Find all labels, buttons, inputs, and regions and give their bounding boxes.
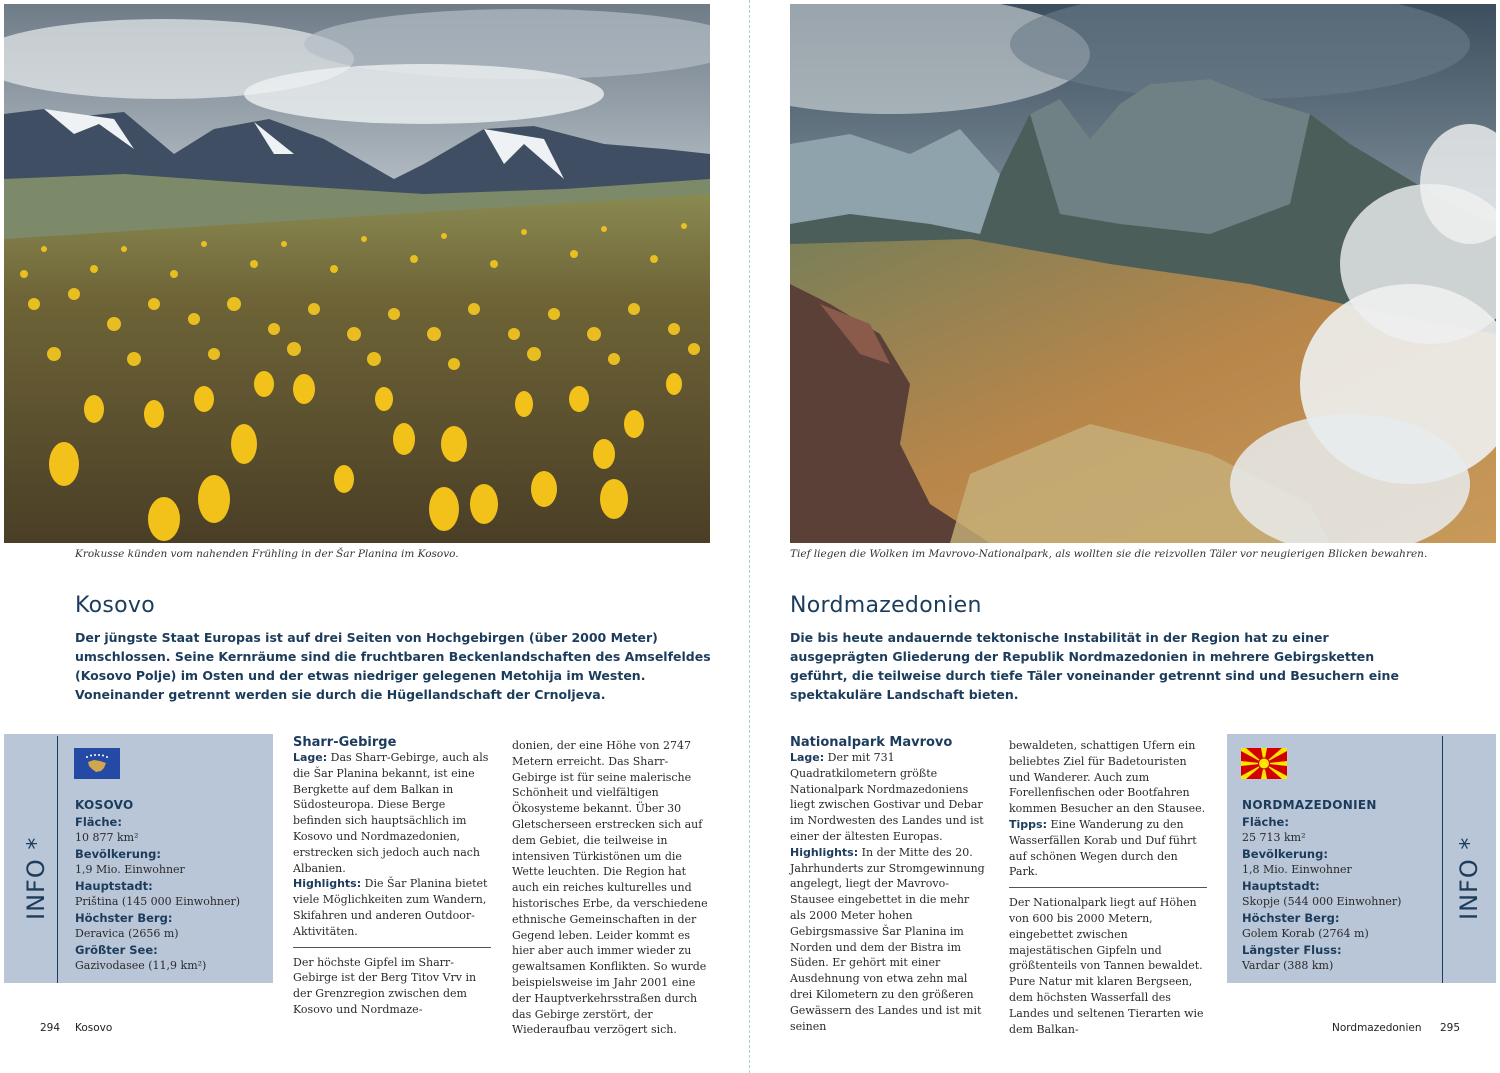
info-box-rule bbox=[57, 736, 58, 983]
mavrovo-photo bbox=[790, 4, 1496, 543]
fact-value: Vardar (388 km) bbox=[1242, 959, 1334, 972]
fact-value: 1,8 Mio. Einwohner bbox=[1242, 863, 1352, 876]
section-paragraph bbox=[293, 750, 491, 876]
mavrovo-mountain-image bbox=[790, 4, 1496, 543]
fact-key: Größter See: bbox=[75, 943, 158, 957]
info-country-name: NORDMAZEDONIEN bbox=[1242, 798, 1377, 812]
info-box-rule bbox=[1442, 736, 1443, 983]
field-label: Lage: bbox=[293, 751, 328, 764]
fact-value: Priština (145 000 Einwohner) bbox=[75, 895, 241, 908]
section-heading: Nationalpark Mavrovo bbox=[790, 735, 953, 750]
text-column-2 bbox=[1009, 738, 1207, 1037]
fact-value: 25 713 km² bbox=[1242, 831, 1306, 844]
info-facts-list bbox=[75, 814, 270, 974]
fact-key: Hauptstadt: bbox=[75, 879, 153, 893]
field-text: Das Sharr-Gebirge, auch als die Šar Planina bekannt, ist eine Bergkette auf dem Balkan in Südosteuropa. Diese Berge befinden sich hauptsächlich im Kosovo und Nordmazedonien, erstrecken sich jedoch auch nach Albanien. bbox=[293, 751, 489, 875]
crocus-meadow-photo bbox=[4, 4, 710, 543]
field-text: Der mit 731 Quadratkilometern größte Nationalpark Nordmazedoniens liegt zwischen Gostivar und Debar im Nordwesten des Landes und ist einer der ältesten Europas. bbox=[790, 751, 984, 843]
fact-value: 10 877 km² bbox=[75, 831, 139, 844]
fact-key: Fläche: bbox=[1242, 815, 1289, 829]
info-box-label: INFO * bbox=[1455, 836, 1483, 920]
fact-key: Bevölkerung: bbox=[1242, 847, 1328, 861]
section-divider bbox=[293, 947, 491, 948]
kosovo-flag bbox=[74, 748, 120, 779]
running-title: Kosovo bbox=[75, 1022, 113, 1034]
text-column-2 bbox=[512, 738, 710, 1038]
kosovo-flag-icon bbox=[74, 748, 120, 779]
spine-fold bbox=[749, 0, 750, 1073]
lead-paragraph: Der jüngste Staat Europas ist auf drei Seiten von Hochgebirgen (über 2000 Meter) umschlossen. Seine Kernräume sind die fruchtbaren Beckenlandschaften des Amselfeldes (Kosovo Polje) im Osten und der etwas niedriger gelegenen Metohija im Westen. Voneinander getrennt werden sie durch die Hügellandschaft der Crnoljeva. bbox=[75, 630, 711, 702]
field-label: Lage: bbox=[790, 751, 825, 764]
section-paragraph bbox=[790, 750, 988, 845]
body-paragraph: bewaldeten, schattigen Ufern ein beliebtes Ziel für Badetouristen und Wanderer. Auch zum Forellenfischen oder Bootfahren kommen Besucher an den Stausee. bbox=[1009, 739, 1206, 816]
photo-caption: Krokusse künden vom nahenden Frühling in der Šar Planina im Kosovo. bbox=[75, 548, 459, 560]
text-column-1 bbox=[790, 735, 988, 1034]
body-paragraph: Der Nationalpark liegt auf Höhen von 600 bis 2000 Metern, eingebettet zwischen majestätischen Gipfeln und größtenteils von Tannen bewaldet. Pure Natur mit klaren Bergseen, dem höchsten Wasserfall des Landes und seltenen Tierarten wie dem Balkan- bbox=[1009, 896, 1204, 1036]
field-text: Die Šar Planina bietet viele Möglichkeiten zum Wandern, Skifahren und anderen Outdoor-Aktivitäten. bbox=[293, 877, 488, 938]
body-paragraph: Der höchste Gipfel im Sharr-Gebirge ist der Berg Titov Vrv in der Grenzregion zwischen dem Kosovo und Nordmaze- bbox=[293, 955, 477, 1016]
right-page bbox=[752, 0, 1500, 1073]
fact-value: Skopje (544 000 Einwohner) bbox=[1242, 895, 1402, 908]
macedonia-flag bbox=[1241, 748, 1287, 779]
field-label: Highlights: bbox=[790, 845, 859, 859]
fact-key: Höchster Berg: bbox=[1242, 911, 1340, 925]
macedonia-flag-icon bbox=[1241, 748, 1287, 779]
field-text: Eine Wanderung zu den Wasserfällen Korab und Duf führt auf schönen Wegen durch den Park. bbox=[1009, 817, 1197, 879]
section-paragraph bbox=[1009, 817, 1207, 880]
page-number: 295 bbox=[1440, 1022, 1461, 1034]
page-title: Nordmazedonien bbox=[790, 593, 982, 618]
page-title: Kosovo bbox=[75, 593, 155, 618]
lead-paragraph: Die bis heute andauernde tektonische Instabilität in der Region hat zu einer ausgeprägten Gliederung der Republik Nordmazedonien in mehrere Gebirgsketten geführt, die teilweise durch tiefe Täler voneinander getrennt sind und Besuchern eine spektakuläre Landschaft bieten. bbox=[790, 630, 1399, 702]
crocus-meadow-image bbox=[4, 4, 710, 543]
section-paragraph bbox=[790, 845, 988, 1035]
info-facts-list bbox=[1242, 814, 1437, 974]
fact-key: Hauptstadt: bbox=[1242, 879, 1320, 893]
photo-caption: Tief liegen die Wolken im Mavrovo-Nationalpark, als wollten sie die reizvollen Täler vor neugierigen Blicken bewahren. bbox=[790, 548, 1428, 560]
left-page bbox=[0, 0, 748, 1073]
section-heading: Sharr-Gebirge bbox=[293, 735, 397, 750]
section-divider bbox=[1009, 887, 1207, 888]
info-box bbox=[4, 734, 273, 983]
body-paragraph: donien, der eine Höhe von 2747 Metern erreicht. Das Sharr-Gebirge ist für seine malerische Schönheit und vielfältigen Ökosysteme bekannt. Über 30 Gletscherseen erstrecken sich auf dem Gebiet, die teilweise in intensiven Türkistönen um die Wette leuchten. Die Region hat auch ein reiches kulturelles und historisches Erbe, da verschiedene ethnische Gemeinschaften in der Gegend leben. Leider kommt es hier aber auch immer wieder zu gewaltsamen Konflikten. So wurde beispielsweise im Jahr 2001 eine der Hauptverkehrsstraßen durch das Gebirge zerstört, der Wiederaufbau verzögert sich. bbox=[512, 739, 708, 1037]
fact-value: 1,9 Mio. Einwohner bbox=[75, 863, 185, 876]
info-country-name: KOSOVO bbox=[75, 798, 134, 812]
fact-key: Längster Fluss: bbox=[1242, 943, 1342, 957]
fact-key: Höchster Berg: bbox=[75, 911, 173, 925]
info-box bbox=[1227, 734, 1496, 983]
fact-key: Fläche: bbox=[75, 815, 122, 829]
fact-value: Deravica (2656 m) bbox=[75, 927, 179, 940]
field-label: Tipps: bbox=[1009, 817, 1047, 831]
fact-key: Bevölkerung: bbox=[75, 847, 161, 861]
info-box-label: INFO * bbox=[22, 836, 50, 920]
page-number: 294 bbox=[40, 1022, 61, 1034]
field-text: In der Mitte des 20. Jahrhunderts zur Stromgewinnung angelegt, liegt der Mavrovo-Stausee eingebettet in die mehr als 2000 Meter hohen Gebirgsmassive Šar Planina im Norden und dem der Bistra im Süden. Er gehört mit einer Ausdehnung von etwa zehn mal drei Kilometern zu den größeren Gewässern des Landes und ist mit seinen bbox=[790, 845, 985, 1033]
text-column-1 bbox=[293, 735, 491, 1018]
running-title: Nordmazedonien bbox=[1332, 1022, 1422, 1034]
fact-value: Gazivodasee (11,9 km²) bbox=[75, 959, 207, 972]
section-paragraph bbox=[293, 876, 491, 939]
field-label: Highlights: bbox=[293, 877, 362, 891]
fact-value: Golem Korab (2764 m) bbox=[1242, 927, 1369, 940]
